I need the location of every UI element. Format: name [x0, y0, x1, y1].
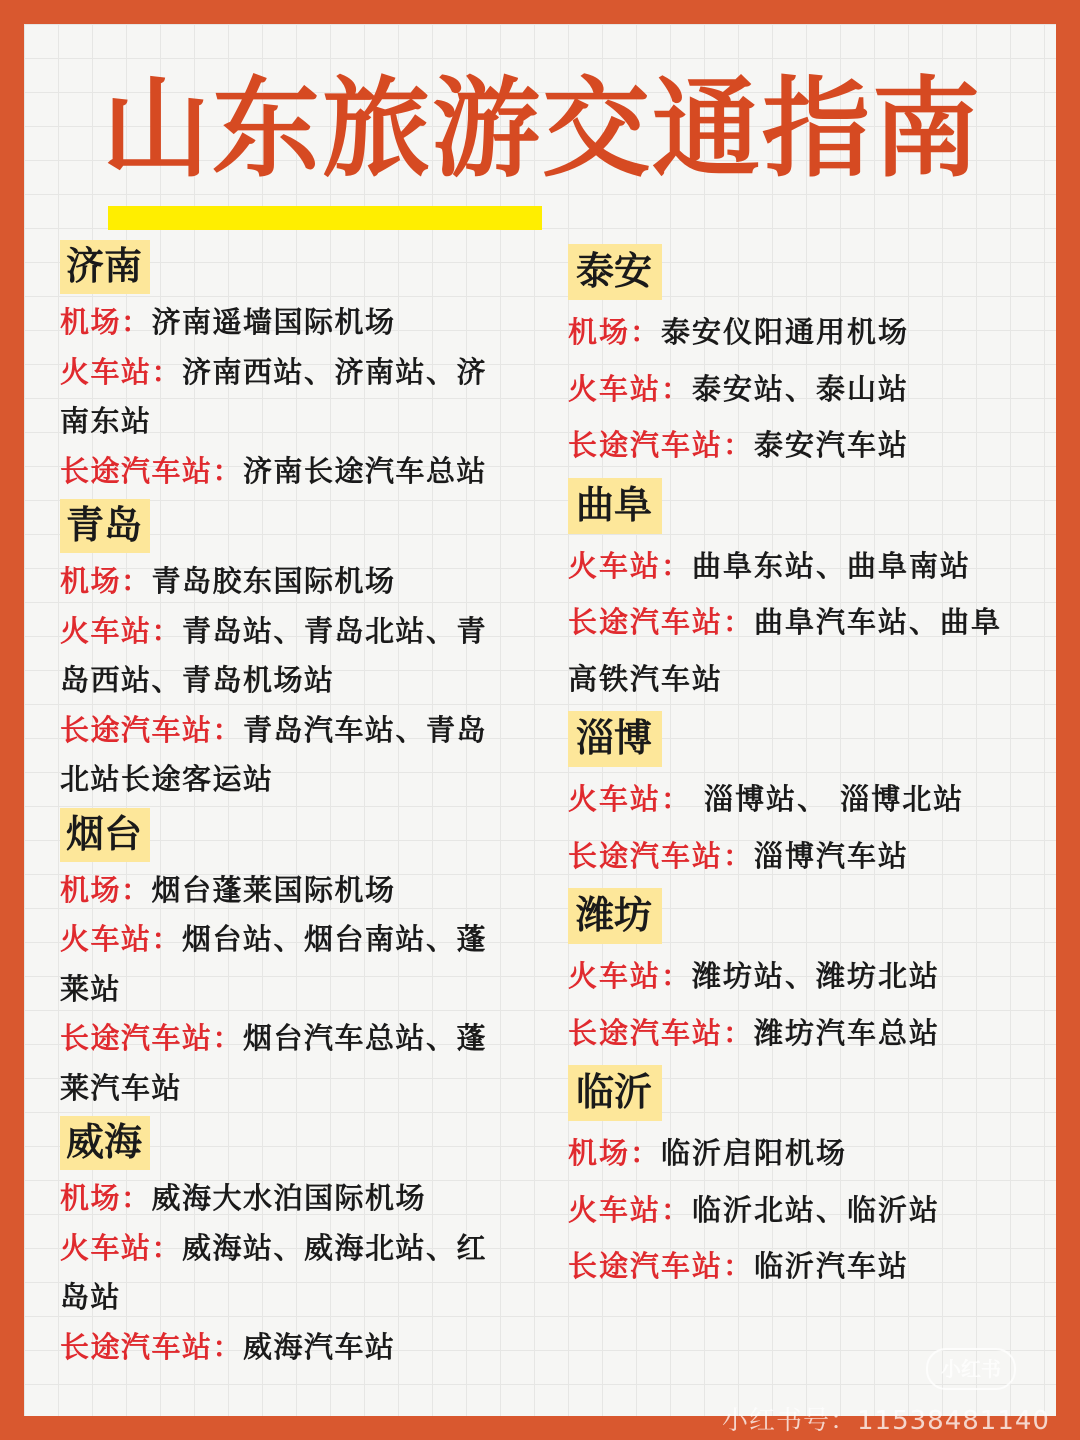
- transport-type-label: 长途汽车站：: [60, 1021, 244, 1055]
- transport-station-names: 烟台汽车总站、蓬: [243, 1021, 488, 1055]
- transport-type-label: 长途汽车站：: [60, 712, 244, 747]
- transport-station-names: 高铁汽车站: [568, 661, 724, 696]
- transport-line: [568, 304, 1038, 361]
- transport-station-names: 南东站: [60, 404, 152, 438]
- city-heading: 济南: [60, 240, 150, 294]
- transport-station-names: 莱站: [60, 971, 122, 1006]
- transport-line: [60, 915, 530, 965]
- transport-line: [568, 361, 1038, 418]
- transport-line: [60, 1014, 530, 1064]
- transport-line: [60, 348, 530, 398]
- transport-type-label: 机场：: [60, 1181, 152, 1215]
- transport-line: [568, 771, 1038, 828]
- transport-station-names: 淄博站、 淄博北站: [692, 782, 965, 816]
- transport-line: [60, 866, 530, 916]
- transport-type-label: 机场：: [60, 872, 152, 907]
- city-heading: 烟台: [60, 808, 150, 862]
- transport-line: [568, 1125, 1038, 1182]
- transport-line: [60, 298, 530, 348]
- transport-station-names: 曲阜东站、曲阜南站: [692, 548, 972, 583]
- transport-type-label: 火车站：: [60, 354, 183, 389]
- city-heading: 泰安: [568, 244, 662, 300]
- city-section: [568, 244, 1038, 474]
- transport-station-names: 威海站、威海北站、红: [182, 1230, 488, 1265]
- city-heading: 淄博: [568, 711, 662, 767]
- transport-line: [568, 651, 1038, 708]
- transport-type-label: 长途汽车站：: [568, 428, 755, 462]
- poster-sheet: [24, 24, 1056, 1416]
- xiaohongshu-logo-watermark: 小红书: [926, 1348, 1016, 1390]
- transport-line: [60, 1273, 530, 1323]
- transport-station-names: 济南长途汽车总站: [243, 453, 488, 488]
- transport-line: [60, 447, 530, 497]
- transport-type-label: 火车站：: [60, 922, 183, 956]
- transport-line: [568, 828, 1038, 885]
- transport-station-names: 岛站: [60, 1280, 122, 1314]
- transport-station-names: 济南西站、济南站、济: [182, 354, 488, 389]
- city-heading: 威海: [60, 1116, 150, 1170]
- transport-line: [60, 1064, 530, 1114]
- transport-line: [60, 656, 530, 706]
- transport-type-label: 长途汽车站：: [568, 838, 755, 873]
- transport-station-names: 威海汽车站: [243, 1329, 396, 1364]
- transport-line: [60, 1323, 530, 1373]
- transport-type-label: 火车站：: [568, 371, 693, 406]
- transport-station-names: 泰安仪阳通用机场: [661, 315, 910, 349]
- transport-station-names: 潍坊汽车总站: [754, 1015, 941, 1050]
- transport-station-names: 曲阜汽车站、曲阜: [754, 605, 1003, 639]
- transport-station-names: 莱汽车站: [60, 1070, 183, 1105]
- transport-line: [60, 557, 530, 607]
- transport-line: [568, 538, 1038, 595]
- transport-type-label: 机场：: [568, 1136, 662, 1170]
- transport-type-label: 机场：: [60, 564, 152, 598]
- transport-line: [60, 607, 530, 657]
- title-underline-highlight: [108, 206, 542, 230]
- transport-line: [60, 965, 530, 1015]
- transport-type-label: 长途汽车站：: [568, 605, 755, 639]
- transport-type-label: 火车站：: [60, 613, 183, 648]
- transport-type-label: 火车站：: [60, 1230, 183, 1265]
- transport-line: [568, 417, 1038, 474]
- city-section: [60, 240, 530, 496]
- city-section: [60, 808, 530, 1114]
- transport-station-names: 临沂启阳机场: [661, 1136, 848, 1170]
- city-section: [568, 888, 1038, 1061]
- transport-station-names: 潍坊站、潍坊北站: [692, 959, 941, 993]
- transport-line: [568, 1182, 1038, 1239]
- transport-type-label: 火车站：: [568, 1192, 693, 1227]
- transport-type-label: 长途汽车站：: [568, 1015, 755, 1050]
- title-block: [102, 54, 1002, 234]
- right-column: [568, 244, 1038, 1295]
- transport-type-label: 火车站：: [568, 959, 693, 993]
- left-column: [60, 240, 530, 1372]
- transport-line: [60, 1174, 530, 1224]
- city-section: [60, 1116, 530, 1372]
- transport-type-label: 机场：: [568, 315, 662, 349]
- transport-line: [568, 948, 1038, 1005]
- city-heading: 潍坊: [568, 888, 662, 944]
- transport-line: [60, 397, 530, 447]
- transport-type-label: 长途汽车站：: [568, 1249, 755, 1283]
- transport-line: [60, 706, 530, 756]
- transport-station-names: 临沂北站、临沂站: [692, 1192, 941, 1227]
- transport-station-names: 青岛汽车站、青岛: [243, 712, 488, 747]
- city-section: [568, 711, 1038, 884]
- transport-station-names: 威海大水泊国际机场: [151, 1181, 427, 1215]
- city-section: [60, 499, 530, 805]
- transport-line: [568, 1238, 1038, 1295]
- transport-station-names: 北站长途客运站: [60, 762, 274, 796]
- transport-line: [60, 1224, 530, 1274]
- transport-line: [60, 755, 530, 805]
- transport-station-names: 烟台蓬莱国际机场: [151, 872, 396, 907]
- transport-type-label: 火车站：: [568, 782, 693, 816]
- page-title: 山东旅游交通指南: [102, 67, 983, 192]
- city-heading: 青岛: [60, 499, 150, 553]
- transport-station-names: 淄博汽车站: [754, 838, 910, 873]
- transport-station-names: 济南遥墙国际机场: [151, 305, 396, 339]
- transport-station-names: 岛西站、青岛机场站: [60, 663, 335, 697]
- transport-station-names: 泰安汽车站: [754, 428, 910, 462]
- city-heading: 曲阜: [568, 478, 662, 534]
- transport-line: [568, 1005, 1038, 1062]
- transport-station-names: 临沂汽车站: [754, 1249, 910, 1283]
- transport-type-label: 机场：: [60, 305, 152, 339]
- city-heading: 临沂: [568, 1065, 662, 1121]
- transport-station-names: 泰安站、泰山站: [692, 371, 910, 406]
- city-section: [568, 478, 1038, 708]
- transport-station-names: 青岛胶东国际机场: [151, 564, 396, 598]
- watermark-user-id: 小红书号：11538481140: [722, 1406, 1050, 1436]
- transport-type-label: 长途汽车站：: [60, 1329, 244, 1364]
- transport-line: [568, 594, 1038, 651]
- transport-station-names: 烟台站、烟台南站、蓬: [182, 922, 488, 956]
- transport-type-label: 长途汽车站：: [60, 453, 244, 488]
- transport-station-names: 青岛站、青岛北站、青: [182, 613, 488, 648]
- city-section: [568, 1065, 1038, 1295]
- transport-type-label: 火车站：: [568, 548, 693, 583]
